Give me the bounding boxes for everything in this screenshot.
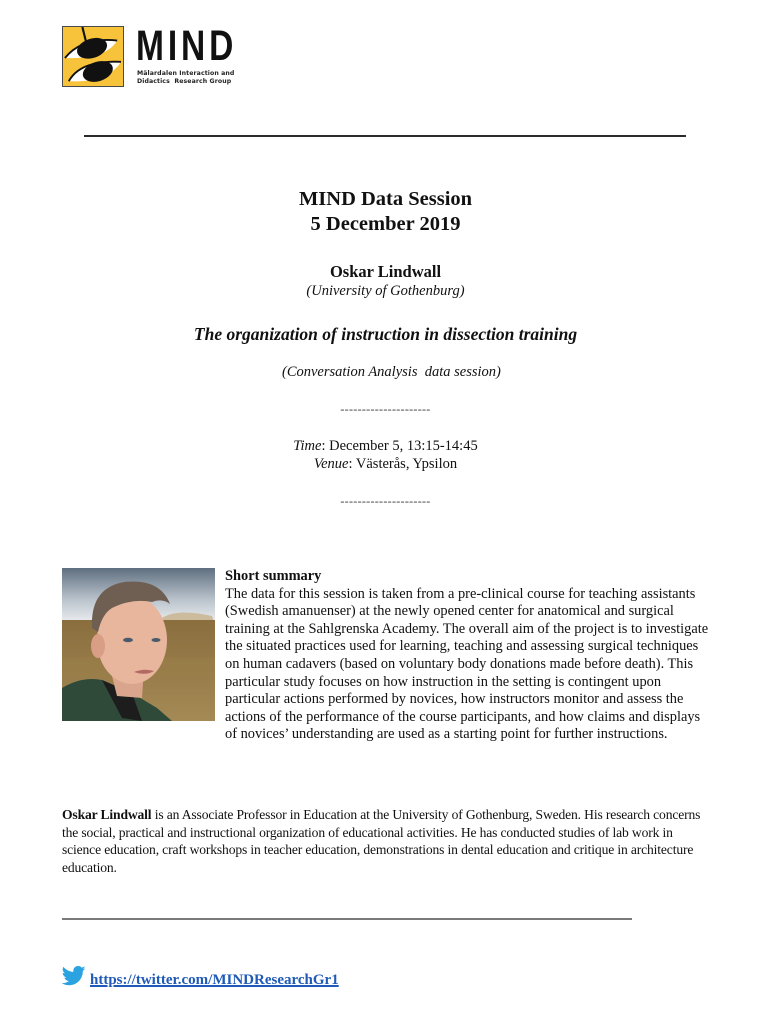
eyes-logo-icon xyxy=(63,27,123,86)
logo-wordmark: MIND xyxy=(136,22,238,70)
bottom-divider xyxy=(62,918,632,920)
logo-subtitle-line-1: Mälardalen Interaction and xyxy=(137,70,235,77)
event-details xyxy=(0,437,771,473)
time-label: Time xyxy=(293,438,322,454)
twitter-link[interactable]: https://twitter.com/MINDResearchGr1 xyxy=(90,972,339,988)
speaker-affiliation: (University of Gothenburg) xyxy=(306,283,465,299)
bio-name: Oskar Lindwall xyxy=(62,807,152,822)
portrait-image-icon xyxy=(62,568,215,721)
title-line-1: MIND Data Session xyxy=(298,188,473,210)
title-line-2: 5 December 2019 xyxy=(310,213,461,235)
bio-text: is an Associate Professor in Education at the University of Gothenburg, Sweden. His research concerns the social, practical and instructional organization of educational activities. He has conducted studies of lab work in science education, craft workshops in teacher education, demonstrations in dental education and critique in architecture education. xyxy=(62,807,701,875)
venue-label: Venue xyxy=(313,456,349,472)
summary-heading: Short summary xyxy=(225,568,322,584)
speaker-name: Oskar Lindwall xyxy=(329,262,442,281)
top-divider xyxy=(84,135,686,137)
separator-dashes: --------------------- xyxy=(340,402,431,416)
separator-dashes: --------------------- xyxy=(340,494,431,508)
venue-row xyxy=(0,455,771,473)
talk-title: The organization of instruction in dissection training xyxy=(193,324,578,344)
logo-subtitle-line-2: Didactics Research Group xyxy=(137,77,232,85)
time-row xyxy=(0,437,771,455)
twitter-bird-icon[interactable] xyxy=(62,966,86,986)
mind-logo-mark xyxy=(62,26,124,87)
time-value: : December 5, 13:15-14:45 xyxy=(321,438,478,454)
speaker-photo xyxy=(62,568,215,721)
speaker-bio xyxy=(62,806,712,876)
session-type: (Conversation Analysis data session) xyxy=(282,364,501,380)
venue-value: : Västerås, Ypsilon xyxy=(348,456,458,472)
logo-subtitle xyxy=(137,70,234,85)
page-title xyxy=(0,187,771,237)
summary-text: The data for this session is taken from a pre-clinical course for teaching assistants (Swedish amanuenser) at the newly opened center for anatomical and surgical training at the Sahlgrenska Academy. The overall aim of the project is to investigate the situated practices used for learning, teaching and assessing surgical techniques on human cadavers (based on voluntary body donations made before death). This particular study focuses on how instruction in the setting is contingent upon particular actions performed by novices, how instructors monitor and assess the actions of the performance of the course participants, and how claims and displays of novices’ understanding are used as a starting point for further instructions. xyxy=(225,585,709,743)
